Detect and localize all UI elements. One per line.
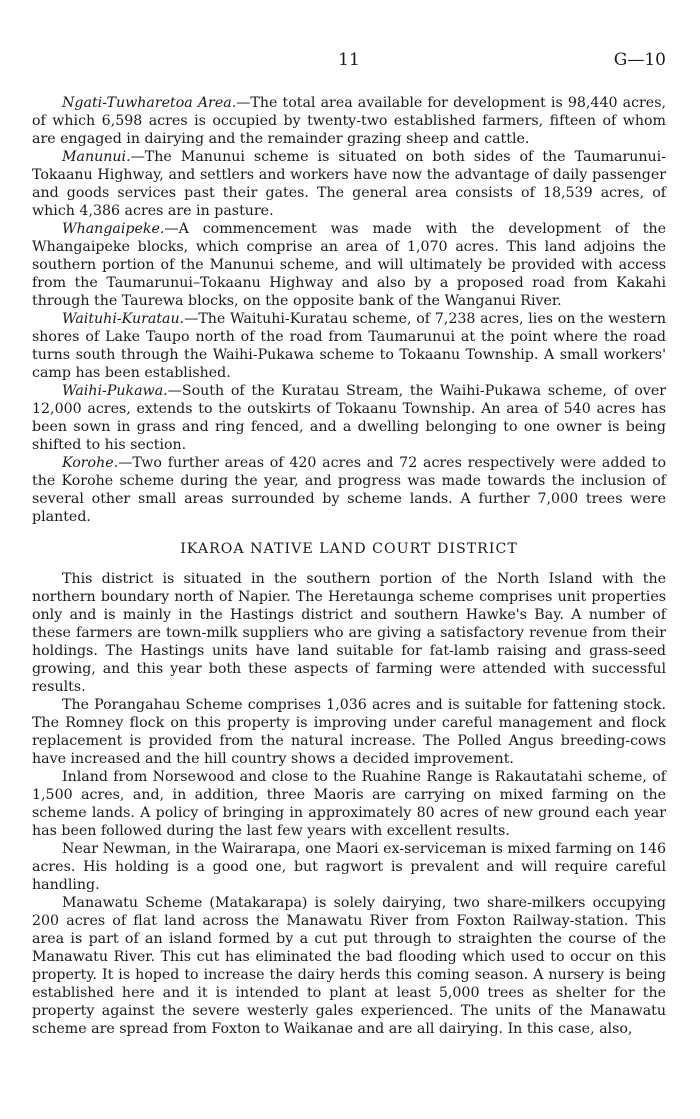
paragraph-title: Manunui.: [62, 149, 131, 165]
paragraph-waituhi-kuratau: [32, 310, 666, 382]
paragraph-newman: Near Newman, in the Wairarapa, one Maori ex-serviceman is mixed farming on 146 acres. His holding is a good one, but ragwort is prevalent and will require careful handling.: [32, 841, 666, 893]
paragraph-porangahau: The Porangahau Scheme comprises 1,036 acres and is suitable for fattening stock. The Romney flock on this property is improving under careful management and flock replacement is provided from the natural increase. The Polled Angus breeding-cows have increased and the hill country shows a decided improvement.: [32, 697, 666, 767]
document-reference: G—10: [613, 50, 666, 70]
paragraph-district-overview: This district is situated in the southern portion of the North Island with the northern boundary north of Napier. The Heretaunga scheme comprises unit properties only and is mainly in the Hastings district and southern Hawke's Bay. A number of these farmers are town-milk suppliers who are giving a satisfactory revenue from their holdings. The Hastings units have land suitable for fat-lamb raising and grass-seed growing, and this year both these aspects of farming were attended with successful results.: [32, 571, 666, 695]
paragraph-manawatu: Manawatu Scheme (Matakarapa) is solely dairying, two share-milkers occupying 200 acres of flat land across the Manawatu River from Foxton Railway-station. This area is part of an island formed by a cut put through to straighten the course of the Manawatu River. This cut has eliminated the bad flooding which used to occur on this property. It is hoped to increase the dairy herds this coming season. A nursery is being established here and it is intended to plant at least 5,000 trees as shelter for the property against the severe westerly gales experienced. The units of the Manawatu scheme are spread from Foxton to Waikanae and are all dairying. In this case, also,: [32, 895, 666, 1037]
paragraph-title: Waituhi-Kuratau.: [62, 311, 185, 327]
paragraph-text: —The Manunui scheme is situated on both sides of the Taumarunui-Tokaanu Highway, and settlers and workers have now the advantage of daily passenger and goods services past their gates. The general area consists of 18,539 acres, of which 4,386 acres are in pasture.: [32, 149, 666, 219]
paragraph-title: Ngati-Tuwharetoa Area.: [62, 95, 237, 111]
paragraph-title: Whangaipeke.: [62, 221, 165, 237]
paragraph-whangaipeke: [32, 220, 666, 310]
paragraph-text: —South of the Kuratau Stream, the Waihi-Pukawa scheme, of over 12,000 acres, extends to the outskirts of Tokaanu Township. An area of 540 acres has been sown in grass and ring fenced, and a dwelling belonging to one owner is being shifted to his section.: [32, 383, 666, 453]
paragraph-manunui: [32, 148, 666, 220]
paragraph-waihi-pukawa: [32, 382, 666, 454]
paragraph-title: Korohe.: [62, 455, 119, 471]
running-head: [32, 50, 666, 74]
section-heading: IKAROA NATIVE LAND COURT DISTRICT: [180, 541, 518, 557]
page-number: 11: [338, 50, 360, 70]
document-body: [32, 94, 666, 1038]
paragraph-text: —A commencement was made with the development of the Whangaipeke blocks, which comprise an area of 1,070 acres. This land adjoins the southern portion of the Manunui scheme, and will ultimately be provided with access from the Taumarunui–Tokaanu Highway and also by a proposed road from Kakahi through the Taurewa blocks, on the opposite bank of the Wanganui River.: [32, 221, 666, 309]
paragraph-text: —The total area available for development is 98,440 acres, of which 6,598 acres is occupied by twenty-two established farmers, fifteen of whom are engaged in dairying and the remainder grazing sheep and cattle.: [32, 95, 666, 147]
paragraph-title: Waihi-Pukawa.: [62, 383, 168, 399]
paragraph-rakautatahi: Inland from Norsewood and close to the Ruahine Range is Rakautatahi scheme, of 1,500 acres, and, in addition, three Maoris are carrying on mixed farming on the scheme lands. A policy of bringing in approximately 80 acres of new ground each year has been followed during the last few years with excellent results.: [32, 769, 666, 839]
paragraph-korohe: [32, 454, 666, 526]
paragraph-text: —The Waituhi-Kuratau scheme, of 7,238 acres, lies on the western shores of Lake Taupo north of the road from Taumarunui at the point where the road turns south through the Waihi-Pukawa scheme to Tokaanu Township. A small workers' camp has been established.: [32, 311, 666, 381]
paragraph-ngati-tuwharetoa: [32, 94, 666, 148]
paragraph-text: —Two further areas of 420 acres and 72 acres respectively were added to the Korohe scheme during the year, and progress was made towards the inclusion of several other small areas surrounded by scheme lands. A further 7,000 trees were planted.: [32, 455, 666, 525]
